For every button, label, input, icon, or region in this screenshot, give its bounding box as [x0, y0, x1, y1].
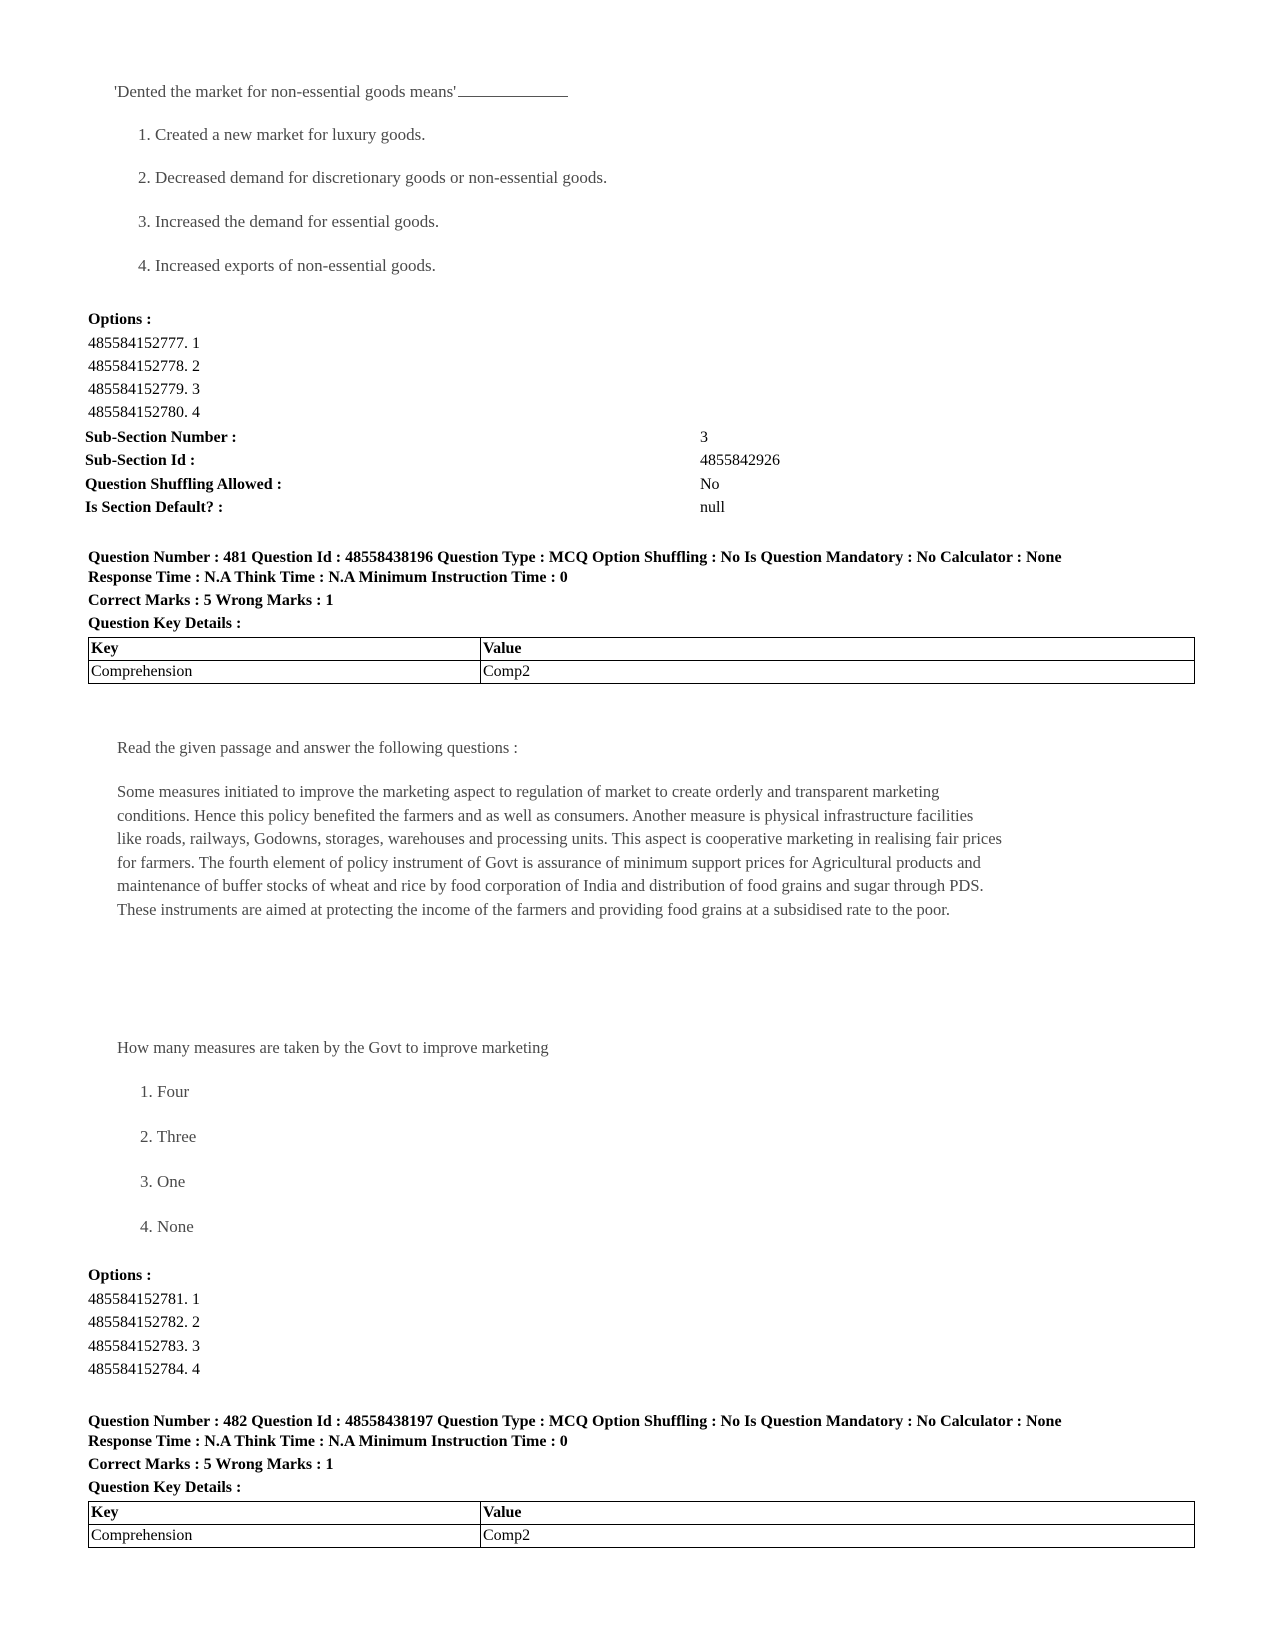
section-default-label: Is Section Default? :: [85, 499, 224, 516]
subsection-number-value: 3: [700, 429, 708, 446]
key-cell: Comprehension: [89, 1525, 481, 1548]
table-row: [89, 661, 1195, 684]
question-481-header-line2: Response Time : N.A Think Time : N.A Minimum Instruction Time : 0: [88, 569, 568, 586]
option-id: 485584152778. 2: [88, 358, 200, 375]
comprehension-passage: Some measures initiated to improve the marketing aspect to regulation of market to create orderly and transparent marketing conditions. Hence this policy benefited the farmers and as well as consumers. Another measure is physical infrastructure facilities like roads, railways, Godowns, storages, warehouses and processing units. This aspect is cooperative marketing in realising fair prices for farmers. The fourth element of policy instrument of Govt is assurance of minimum support prices for Agricultural products and maintenance of buffer stocks of wheat and rice by food corporation of India and distribution of food grains and sugar through PDS. These instruments are aimed at protecting the income of the farmers and providing food grains at a subsidised rate to the poor.: [117, 782, 1002, 919]
question-480-stem-text: 'Dented the market for non-essential goods means': [114, 82, 457, 101]
question-480-option-3: 3. Increased the demand for essential goods.: [138, 212, 440, 231]
question-480-option-4: 4. Increased exports of non-essential goods.: [138, 256, 436, 275]
question-480-option-2: 2. Decreased demand for discretionary goods or non-essential goods.: [138, 168, 608, 187]
question-482-header-line2: Response Time : N.A Think Time : N.A Minimum Instruction Time : 0: [88, 1433, 568, 1450]
question-482-marks: Correct Marks : 5 Wrong Marks : 1: [88, 1456, 334, 1473]
subsection-id-label: Sub-Section Id :: [85, 452, 196, 469]
option-id: 485584152781. 1: [88, 1291, 200, 1308]
key-header: Key: [89, 1502, 481, 1525]
value-header: Value: [481, 638, 1195, 661]
question-481-option-1: 1. Four: [140, 1082, 190, 1101]
question-480-stem: [114, 82, 568, 102]
question-shuffling-label: Question Shuffling Allowed :: [85, 476, 282, 493]
question-shuffling-value: No: [700, 476, 720, 493]
option-id: 485584152782. 2: [88, 1314, 200, 1331]
table-row: [89, 1525, 1195, 1548]
question-481-key-table: [88, 637, 1195, 684]
question-481-option-4: 4. None: [140, 1217, 194, 1236]
question-482-key-details-label: Question Key Details :: [88, 1479, 242, 1496]
question-481-key-details-label: Question Key Details :: [88, 615, 242, 632]
section-default-value: null: [700, 499, 725, 516]
value-cell: Comp2: [481, 1525, 1195, 1548]
options-label: Options :: [88, 311, 152, 328]
key-cell: Comprehension: [89, 661, 481, 684]
subsection-number-label: Sub-Section Number :: [85, 429, 237, 446]
question-481-option-2: 2. Three: [140, 1127, 197, 1146]
option-id: 485584152780. 4: [88, 404, 200, 421]
key-header: Key: [89, 638, 481, 661]
question-481-stem: How many measures are taken by the Govt to improve marketing: [117, 1038, 549, 1057]
value-header: Value: [481, 1502, 1195, 1525]
subsection-id-value: 4855842926: [700, 452, 780, 469]
option-id: 485584152777. 1: [88, 335, 200, 352]
passage-intro: Read the given passage and answer the following questions :: [117, 738, 518, 757]
answer-blank: [458, 82, 568, 97]
table-header-row: [89, 638, 1195, 661]
options-label: Options :: [88, 1267, 152, 1284]
question-481-option-3: 3. One: [140, 1172, 186, 1191]
question-481-marks: Correct Marks : 5 Wrong Marks : 1: [88, 592, 334, 609]
option-id: 485584152784. 4: [88, 1361, 200, 1378]
value-cell: Comp2: [481, 661, 1195, 684]
question-481-header-line1: Question Number : 481 Question Id : 48558438196 Question Type : MCQ Option Shuffling : No Is Question Mandatory : No Calculator : None: [88, 549, 1062, 566]
option-id: 485584152783. 3: [88, 1338, 200, 1355]
question-480-option-1: 1. Created a new market for luxury goods.: [138, 125, 426, 144]
table-header-row: [89, 1502, 1195, 1525]
option-id: 485584152779. 3: [88, 381, 200, 398]
question-482-header-line1: Question Number : 482 Question Id : 48558438197 Question Type : MCQ Option Shuffling : No Is Question Mandatory : No Calculator : None: [88, 1413, 1062, 1430]
question-482-key-table: [88, 1501, 1195, 1548]
